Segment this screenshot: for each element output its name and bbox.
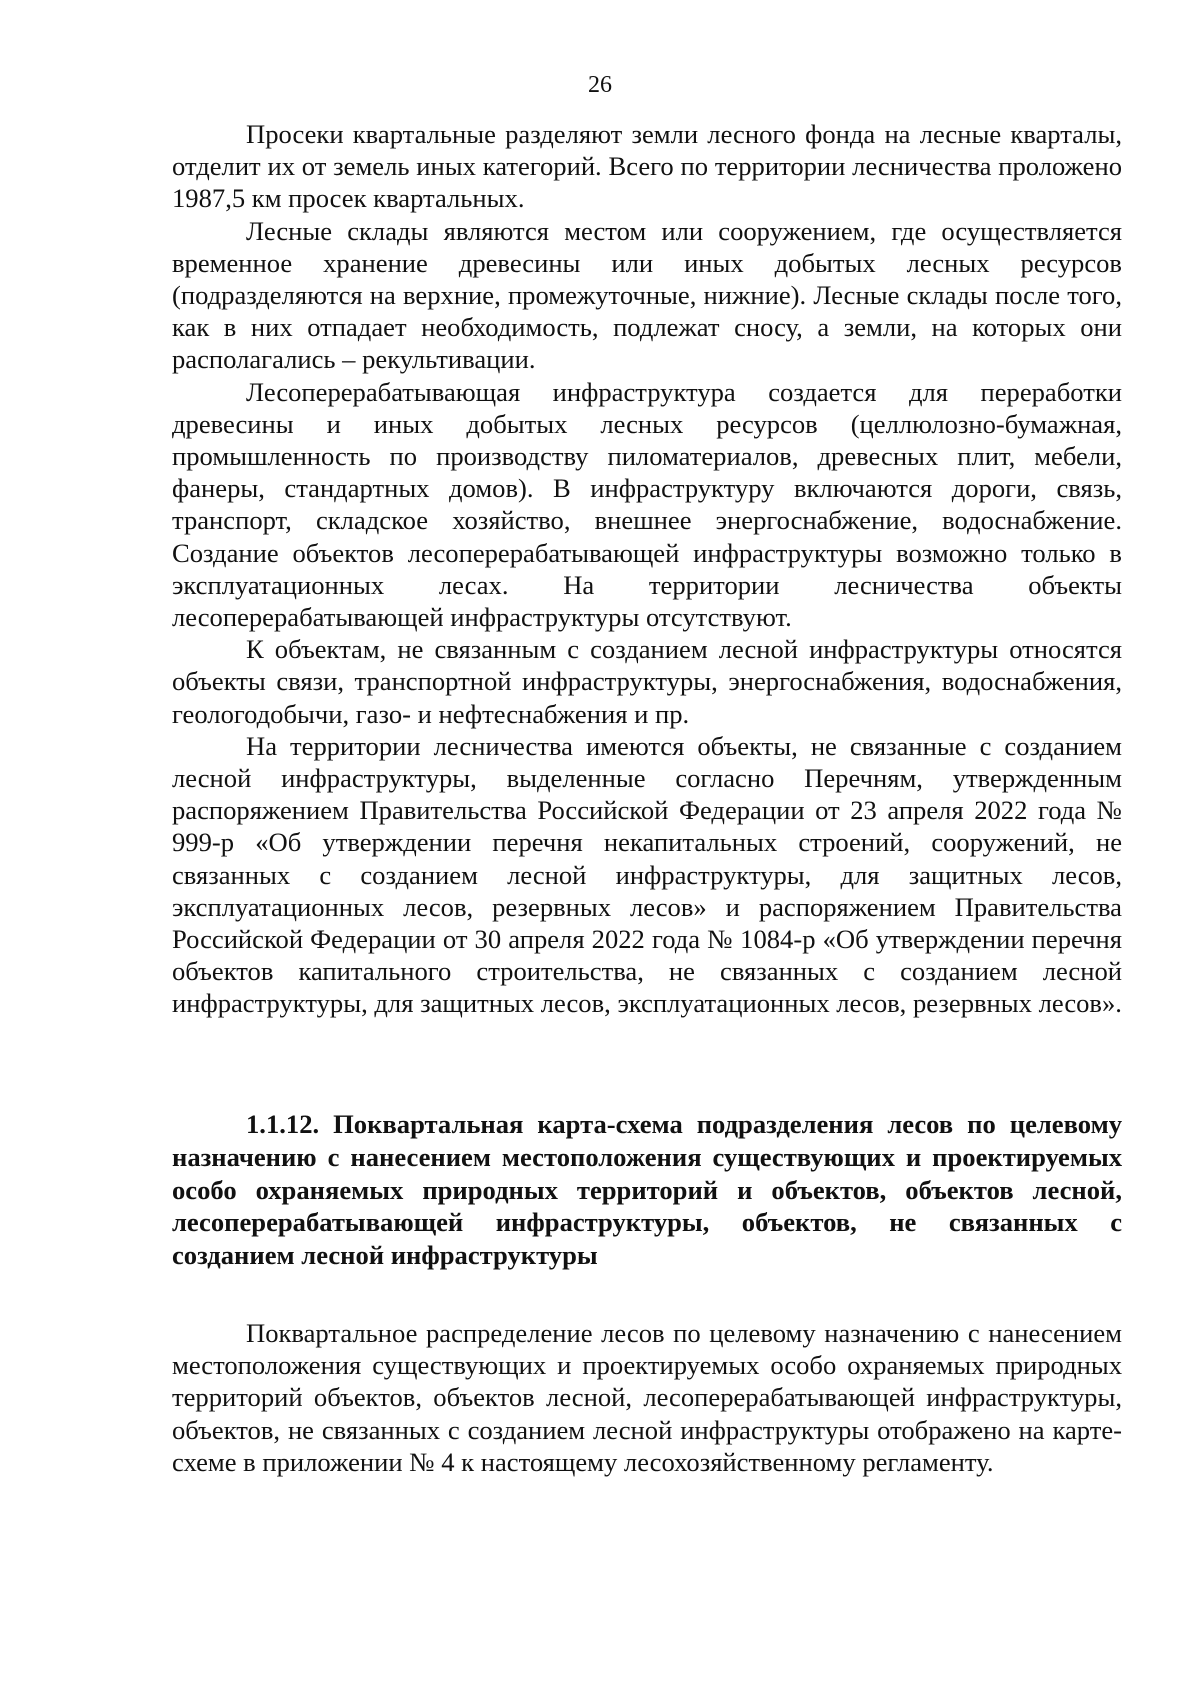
- page-number: 26: [588, 72, 612, 98]
- paragraph-map-reference: Поквартальное распределение лесов по целевому назначению с нанесением местоположения существующих и проектируемых особо охраняемых природных территорий объектов, объектов лесной, лесоперерабатывающей инфраструктуры, объектов, не связанных с созданием лесной инфраструктуры отображено на карте-схеме в приложении № 4 к настоящему лесохозяйственному регламенту.: [172, 1318, 1122, 1477]
- section-heading: 1.1.12. Поквартальная карта-схема подразделения лесов по целевому назначению с нанесением местоположения существующих и проектируемых особо охраняемых природных территорий и объектов, объектов лесной, лесоперерабатывающей инфраструктуры, объектов, не связанных с созданием лесной инфраструктуры: [172, 1109, 1122, 1271]
- paragraph-unrelated-objects: К объектам, не связанным с созданием лесной инфраструктуры относятся объекты связи, транспортной инфраструктуры, энергоснабжения, водоснабжения, геологодобычи, газо- и нефтеснабжения и пр.: [172, 634, 1122, 729]
- paragraph-timber-warehouses: Лесные склады являются местом или сооружением, где осуществляется временное хранение древесины или иных добытых лесных ресурсов (подразделяются на верхние, промежуточные, нижние). Лесные склады после того, как в них отпадает необходимость, подлежат сносу, а земли, на которых они располагались – рекультивации.: [172, 215, 1122, 375]
- paragraph-processing-infrastructure: Лесоперерабатывающая инфраструктура создается для переработки древесины и иных добытых лесных ресурсов (целлюлозно-бумажная, промышленность по производству пиломатериалов, древесных плит, мебели, фанеры, стандартных домов). В инфраструктуру включаются дороги, связь, транспорт, складское хозяйство, внешнее энергоснабжение, водоснабжение. Создание объектов лесоперерабатывающей инфраструктуры возможно только в эксплуатационных лесах. На территории лесничества объекты лесоперерабатывающей инфраструктуры отсутствуют.: [172, 376, 1122, 633]
- section-body: [172, 1317, 1122, 1478]
- paragraph-government-orders: На территории лесничества имеются объекты, не связанные с созданием лесной инфраструктуры, выделенные согласно Перечням, утвержденным распоряжением Правительства Российской Федерации от 23 апреля 2022 года № 999-р «Об утверждении перечня некапитальных строений, сооружений, не связанных с созданием лесной инфраструктуры, для защитных лесов, эксплуатационных лесов, резервных лесов» и распоряжением Правительства Российской Федерации от 30 апреля 2022 года № 1084-р «Об утверждении перечня объектов капитального строительства, не связанных с созданием лесной инфраструктуры, для защитных лесов, эксплуатационных лесов, резервных лесов».: [172, 730, 1122, 1019]
- body-text: [172, 118, 1122, 1020]
- paragraph-clearings: Просеки квартальные разделяют земли лесного фонда на лесные кварталы, отделит их от земель иных категорий. Всего по территории лесничества проложено 1987,5 км просек квартальных.: [172, 119, 1122, 214]
